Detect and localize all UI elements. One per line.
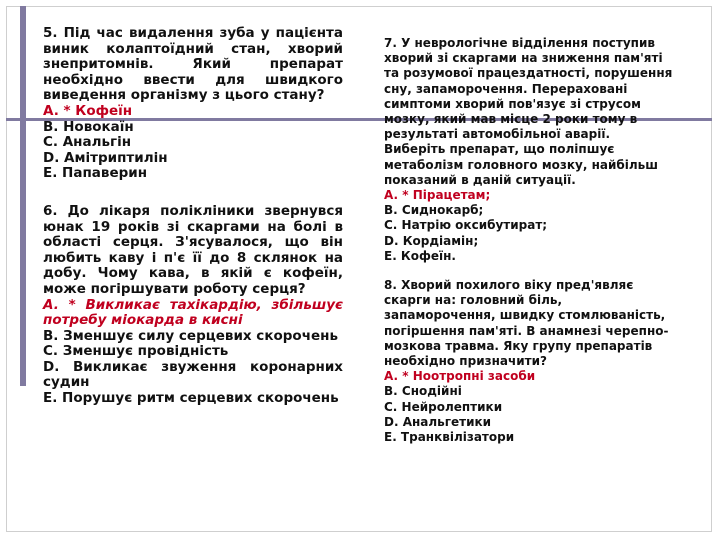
question-8-stem-line: 8. Хворий похилого віку пред'являє: [384, 278, 634, 293]
question-8-option-e: E. Транквілізатори: [384, 430, 515, 445]
question-7-stem-line: та розумової працездатності, порушення: [384, 66, 673, 81]
question-8: [384, 278, 709, 445]
question-7-option-b: B. Сиднокарб;: [384, 203, 484, 218]
question-7-stem-line: метаболізм головного мозку, найбільш: [384, 157, 658, 172]
question-7-stem-line: результаті автомобільної аварії.: [384, 127, 611, 142]
left-column: [43, 26, 343, 407]
question-8-stem-line: скарги на: головний біль,: [384, 293, 563, 308]
question-7-stem-line: 7. У неврологічне відділення поступив: [384, 36, 655, 50]
question-8-stem-line: запаморочення, швидку стомлюваність,: [384, 308, 666, 323]
question-6-option-d: D. Викликає звуження коронарних судин: [43, 358, 343, 391]
question-7-stem-line: сну, запаморочення. Перераховані: [384, 81, 628, 96]
question-6-option-b: B. Зменшує силу серцевих скорочень: [43, 327, 338, 344]
question-7-option-e: E. Кофеїн.: [384, 248, 456, 263]
question-5-option-d: D. Амітриптилін: [43, 149, 168, 166]
question-8-option-a: A. * Ноотропні засоби: [384, 369, 536, 384]
question-5: [43, 26, 343, 182]
question-6-option-e: E. Порушує ритм серцевих скорочень: [43, 390, 339, 407]
question-5-option-c: C. Анальгін: [43, 134, 132, 151]
question-8-option-b: B. Снодійні: [384, 384, 462, 399]
question-6-option-c: C. Зменшує провідність: [43, 343, 229, 360]
question-6-option-a: A. * Викликає тахікардію, збільшує потребу міокарда в кисні: [43, 296, 343, 329]
question-7-stem-line: хворий зі скаргами на зниження пам'яті: [384, 51, 663, 66]
question-8-stem-line: мозкова травма. Яку групу препаратів: [384, 338, 653, 353]
question-8-stem-line: погіршення пам'яті. В анамнезі черепно-: [384, 323, 669, 338]
question-7: [384, 36, 709, 264]
question-8-option-c: C. Нейролептики: [384, 399, 503, 414]
question-5-option-a: A. * Кофеїн: [43, 102, 133, 119]
question-7-stem-line: мозку, який мав місце 2 роки тому в: [384, 112, 638, 127]
question-7-option-c: C. Натрію оксибутират;: [384, 218, 548, 233]
question-7-stem-line: Виберіть препарат, що поліпшує: [384, 142, 615, 157]
question-5-option-b: B. Новокаїн: [43, 118, 134, 135]
question-8-stem-line: необхідно призначити?: [384, 354, 547, 369]
question-5-stem: 5. Під час видалення зуба у пацієнта виник колаптоїдний стан, хворий знепритомнів. Який препарат необхідно ввести для швидкого виведення організму з цього стану?: [43, 25, 343, 104]
question-8-option-d: D. Анальгетики: [384, 414, 492, 429]
question-7-option-d: D. Кордіамін;: [384, 233, 479, 248]
question-5-option-e: E. Папаверин: [43, 165, 148, 182]
question-7-stem-line: симптоми хворий пов'язує зі струсом: [384, 96, 641, 111]
question-6-stem: 6. До лікаря полікліники звернувся юнак 19 років зі скаргами на болі в області серця. З'ясувалося, що він любить каву і п'є її до 8 склянок на добу. Чому кава, в якій є кофеїн, може погіршувати роботу серця?: [43, 202, 343, 297]
question-6: [43, 204, 343, 407]
right-column: [384, 36, 709, 445]
question-7-stem-line: показаний в даній ситуації.: [384, 172, 576, 187]
question-7-option-a: A. * Пірацетам;: [384, 188, 491, 203]
decor-vertical-bar: [20, 6, 26, 386]
